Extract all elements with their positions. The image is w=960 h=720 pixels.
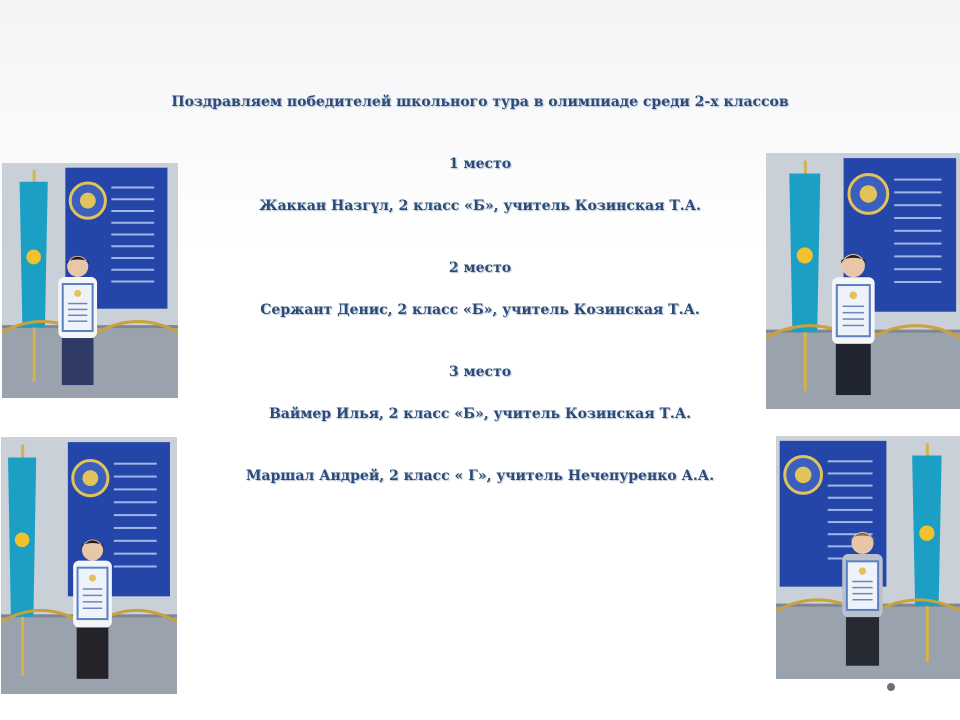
photo-winner-boy-dark [766, 153, 960, 409]
board-text-line [894, 179, 941, 181]
place3-winner: Ваймер Илья, 2 класс «Б», учитель Козинская Т.А. [268, 406, 692, 422]
board-text-line [111, 245, 154, 247]
photo-winner-girl [2, 163, 178, 398]
certificate-line [68, 309, 87, 311]
certificate-emblem-icon [74, 290, 81, 297]
board-text-line [894, 191, 941, 193]
certificate-line [68, 315, 87, 317]
child-pants [836, 344, 871, 395]
board-text-line [894, 268, 941, 270]
slide-title: Поздравляем победителей школьного тура в олимпиаде среди 2-х классов [171, 94, 789, 110]
board-text-line [114, 488, 157, 490]
certificate-line [83, 595, 102, 597]
board-text-line [828, 497, 873, 499]
board-text-line [894, 204, 941, 206]
emblem-center [82, 470, 98, 486]
board-text-line [114, 566, 157, 568]
board-text-line [114, 553, 157, 555]
certificate-line [68, 303, 87, 305]
certificate-line [852, 587, 872, 589]
slide-bullet-dot [887, 683, 895, 691]
board-text-line [114, 540, 157, 542]
certificate-line [83, 608, 102, 610]
place2-winner: Сержант Денис, 2 класс «Б», учитель Козинская Т.А. [260, 302, 700, 318]
board-text-line [111, 222, 154, 224]
board-text-line [111, 187, 154, 189]
emblem-center [80, 193, 96, 209]
board-text-line [111, 234, 154, 236]
board-text-line [894, 281, 941, 283]
flag-sun-icon [26, 250, 41, 265]
board-text-line [114, 501, 157, 503]
board-text-line [828, 485, 873, 487]
certificate-line [843, 306, 864, 308]
place1-heading: 1 место [448, 156, 512, 172]
board-text-line [828, 460, 873, 462]
board-text-line [828, 521, 873, 523]
board-text-line [114, 476, 157, 478]
certificate-line [83, 601, 102, 603]
board-text-line [114, 514, 157, 516]
place3-heading: 3 место [448, 364, 512, 380]
board-text-line [894, 230, 941, 232]
place2-heading: 2 место [448, 260, 512, 276]
board-text-line [111, 210, 154, 212]
flag-sun-icon [919, 526, 934, 541]
certificate-line [852, 581, 872, 583]
child-pants [846, 617, 879, 666]
board-text-line [111, 281, 154, 283]
certificate-line [68, 320, 87, 322]
child-pants [62, 338, 94, 385]
certificate-line [83, 588, 102, 590]
flag-sun-icon [15, 532, 30, 547]
photo-winner-boy-gray [776, 436, 960, 679]
board-text-line [111, 257, 154, 259]
board-text-line [894, 217, 941, 219]
certificate-emblem-icon [89, 574, 96, 581]
board-text-line [894, 243, 941, 245]
board-text-line [828, 509, 873, 511]
certificate-line [843, 312, 864, 314]
certificate-line [852, 599, 872, 601]
child-pants [77, 627, 109, 678]
certificate-line [843, 318, 864, 320]
board-text-line [111, 198, 154, 200]
flag-sun-icon [797, 247, 813, 263]
emblem-center [795, 467, 812, 484]
board-text-line [111, 269, 154, 271]
place1-winner: Жаккан Назгүл, 2 класс «Б», учитель Козинская Т.А. [259, 198, 701, 214]
board-text-line [114, 463, 157, 465]
certificate-line [843, 325, 864, 327]
certificate-emblem-icon [849, 291, 857, 299]
board-text-line [894, 255, 941, 257]
photo-winner-boy-glasses [1, 437, 177, 694]
emblem-center [860, 185, 877, 202]
board-text-line [114, 527, 157, 529]
extra-winner: Маршал Андрей, 2 класс « Г», учитель Нечепуренко А.А. [245, 468, 715, 484]
certificate-emblem-icon [859, 567, 866, 574]
certificate-line [852, 593, 872, 595]
board-text-line [828, 472, 873, 474]
